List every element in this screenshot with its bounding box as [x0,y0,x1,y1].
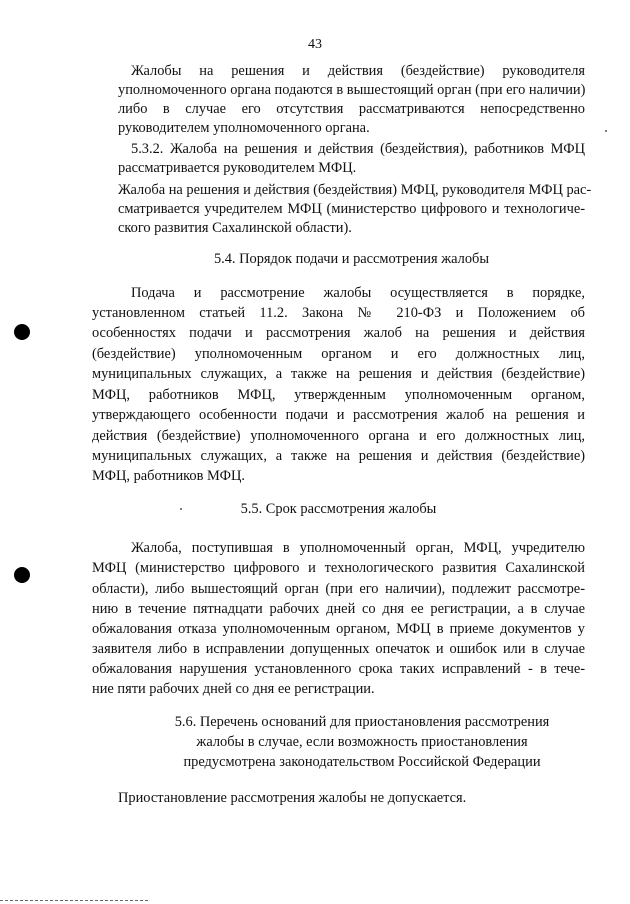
paragraph-line: либо в случае его отсутствия рассматриваются непосредственно [118,101,585,117]
paragraph-line: обжалования нарушения установленного срока таких исправлений - в тече- [92,661,585,677]
section-heading: 5.5. Срок рассмотрения жалобы [240,501,437,517]
paragraph-line: руководителем уполномоченного органа. [118,120,370,136]
paragraph-line: уполномоченного органа подаются в вышестоящий орган (при его наличии) [118,82,586,98]
paragraph-line: Жалоба на решения и действия (бездействия) МФЦ, руководителя МФЦ рас- [118,182,592,198]
section-heading: предусмотрена законодательством Российской Федерации [183,754,541,770]
paragraph-line: муниципальных служащих, а также на решения и действия (бездействие) [92,366,585,382]
paragraph-line: Подача и рассмотрение жалобы осуществляется в порядке, [131,285,585,301]
scan-edge-line [0,900,150,901]
paragraph-line: действия (бездействие) уполномоченного органа и его должностных лиц, [92,428,585,444]
paragraph-line: МФЦ (министерство цифрового и технологического развития Сахалинской [92,560,585,576]
paragraph-line: обжалования отказа уполномоченным органом, МФЦ в приеме документов у [92,621,585,637]
paragraph-line: нию в течение пятнадцати рабочих дней со дня ее регистрации, а в случае [92,601,585,617]
punch-hole [14,324,30,340]
paragraph-line: муниципальных служащих, а также на решения и действия (бездействие) [92,448,585,464]
section-heading: 5.4. Порядок подачи и рассмотрения жалобы [213,251,490,267]
paragraph-line: 5.3.2. Жалоба на решения и действия (бездействия), работников МФЦ [131,141,585,157]
paragraph-line: ние пяти рабочих дней со дня ее регистрации. [92,681,375,697]
paragraph-line: установленном статьей 11.2. Закона № 210-ФЗ и Положением об [92,305,585,321]
paragraph-line: особенностях подачи и рассмотрения жалоб на решения и действия [92,325,585,341]
paragraph-line: сматривается учредителем МФЦ (министерство цифрового и технологиче- [118,201,585,217]
section-heading: 5.6. Перечень оснований для приостановления рассмотрения [174,714,550,730]
paragraph-line: ского развития Сахалинской области). [118,220,352,236]
paragraph-line: МФЦ, работников МФЦ, утвержденным уполномоченным органом, [92,387,585,403]
scan-speck [605,130,607,132]
scan-speck [180,508,182,510]
paragraph-line: Жалоба, поступившая в уполномоченный орган, МФЦ, учредителю [131,540,585,556]
punch-hole [14,567,30,583]
page-number: 43 [308,37,322,52]
paragraph-line: утверждающего особенности подачи и рассмотрения жалоб на решения и [92,407,585,423]
paragraph-line: области), либо вышестоящий орган (при его наличии), подлежит рассмотре- [92,581,585,597]
section-heading: жалобы в случае, если возможность приостановления [196,734,528,750]
paragraph-line: МФЦ, работников МФЦ. [92,468,245,484]
paragraph-line: заявителя либо в исправлении допущенных опечаток и ошибок или в случае [92,641,585,657]
paragraph-line: рассматривается руководителем МФЦ. [118,160,357,176]
paragraph-line: Жалобы на решения и действия (бездействие) руководителя [131,63,585,79]
paragraph-line: Приостановление рассмотрения жалобы не допускается. [118,790,467,806]
paragraph-line: (бездействие) уполномоченным органом и его должностных лиц, [92,346,585,362]
